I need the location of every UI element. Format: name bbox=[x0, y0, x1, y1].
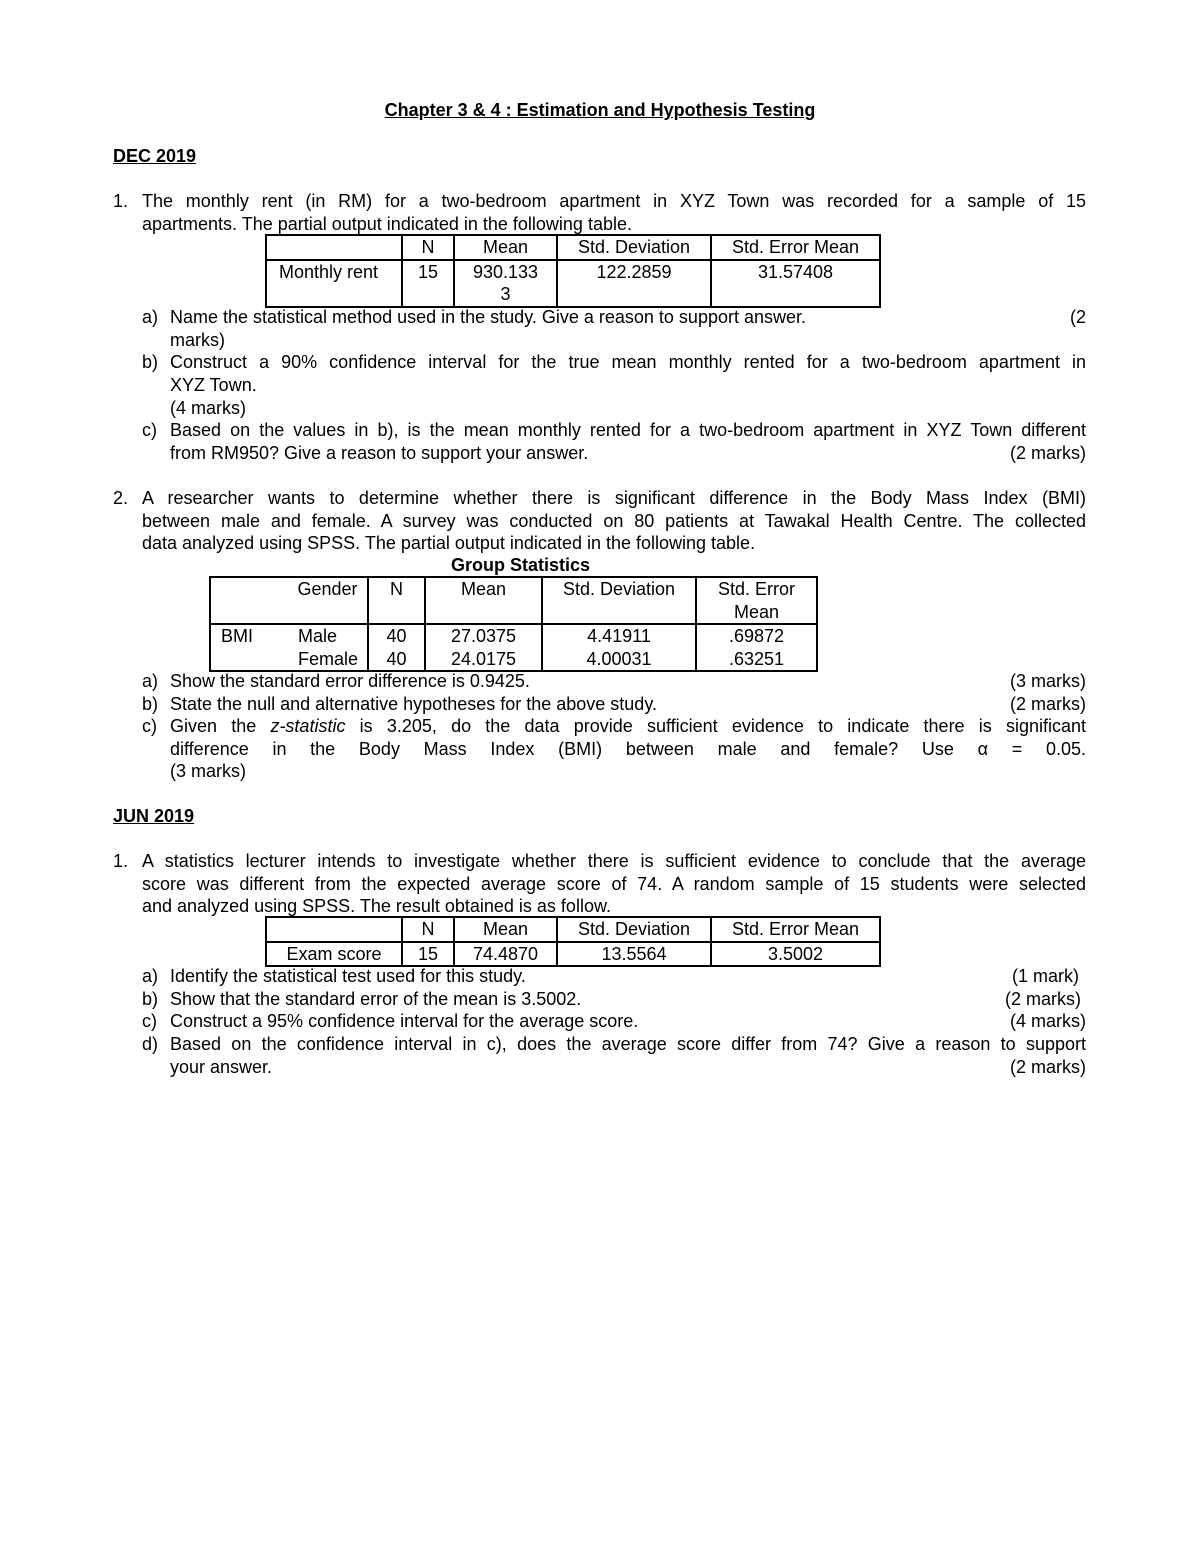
subquestion-text bbox=[170, 715, 1086, 738]
table-cell: 3.5002 bbox=[711, 942, 880, 967]
table-cell: 4.00031 bbox=[542, 648, 696, 672]
marks-label: (4 marks) bbox=[170, 398, 246, 418]
table-header-cell: Std. Deviation bbox=[557, 917, 711, 942]
question-text: and analyzed using SPSS. The result obtained is as follow. bbox=[142, 896, 611, 916]
table-header-row bbox=[266, 235, 880, 260]
subquestion-text: Construct a 95% confidence interval for the average score. bbox=[170, 1011, 639, 1031]
subquestion-text: Name the statistical method used in the study. Give a reason to support answer. bbox=[170, 307, 807, 327]
table-row bbox=[266, 260, 880, 307]
subquestion-text: Identify the statistical test used for this study. bbox=[170, 966, 526, 986]
table-header-cell bbox=[266, 917, 402, 942]
mean-line: 930.133 bbox=[472, 261, 539, 282]
subquestion-letter: a) bbox=[142, 307, 159, 327]
table-cell: 40 bbox=[368, 624, 425, 648]
table-cell: Monthly rent bbox=[266, 260, 402, 307]
table-header-cell bbox=[696, 577, 817, 624]
exam-score-table bbox=[265, 916, 881, 967]
table-cell: 15 bbox=[402, 260, 454, 307]
table-cell: Exam score bbox=[266, 942, 402, 967]
table-header-row bbox=[210, 577, 817, 624]
table-cell: .63251 bbox=[696, 648, 817, 672]
table-header-cell: Mean bbox=[425, 577, 542, 624]
subquestion-letter: c) bbox=[142, 716, 157, 736]
subquestion-letter: b) bbox=[142, 694, 159, 714]
table-cell: 27.0375 bbox=[425, 624, 542, 648]
monthly-rent-table bbox=[265, 234, 881, 308]
table-cell: 31.57408 bbox=[711, 260, 880, 307]
table-header-cell bbox=[266, 235, 402, 260]
subquestion-text: Based on the values in b), is the mean monthly rented for a two-bedroom apartment in XYZ Town different bbox=[170, 420, 1086, 440]
table-cell: 74.4870 bbox=[454, 942, 557, 967]
table-cell bbox=[454, 260, 557, 307]
subquestion-letter: a) bbox=[142, 671, 159, 691]
mean-line: 3 bbox=[500, 284, 511, 305]
section-heading-jun-2019: JUN 2019 bbox=[113, 806, 195, 826]
subquestion-text: Based on the confidence interval in c), does the average score differ from 74? Give a reason to support bbox=[170, 1034, 1086, 1054]
section-heading-dec-2019: DEC 2019 bbox=[113, 146, 197, 166]
subquestion-letter: b) bbox=[142, 352, 159, 372]
table-cell bbox=[210, 648, 288, 672]
marks-label: (1 mark) bbox=[1012, 966, 1079, 986]
document-title: Chapter 3 & 4 : Estimation and Hypothesis Testing bbox=[384, 100, 816, 120]
table-header-cell: N bbox=[368, 577, 425, 624]
table-caption: Group Statistics bbox=[450, 555, 591, 575]
table-cell: Female bbox=[298, 648, 359, 669]
table-header-cell: Std. Error Mean bbox=[711, 235, 880, 260]
table-header-cell bbox=[210, 577, 288, 624]
table-header-cell: Mean bbox=[454, 235, 557, 260]
question-text: A researcher wants to determine whether there is significant difference in the Body Mass Index (BMI) bbox=[142, 488, 1086, 508]
marks-label: (2 marks) bbox=[1010, 694, 1086, 714]
question-number: 2. bbox=[113, 488, 129, 508]
table-cell: 4.41911 bbox=[542, 624, 696, 648]
table-cell: 13.5564 bbox=[557, 942, 711, 967]
subquestion-text: your answer. bbox=[170, 1057, 273, 1077]
question-number: 1. bbox=[113, 851, 129, 871]
question-text: score was different from the expected average score of 74. A random sample of 15 students were selected bbox=[142, 874, 1086, 894]
subquestion-text: difference in the Body Mass Index (BMI) between male and female? Use α = 0.05. bbox=[170, 739, 1086, 759]
subquestion-letter: d) bbox=[142, 1034, 159, 1054]
header-line: Mean bbox=[733, 601, 780, 622]
text-fragment: Given the bbox=[170, 716, 271, 736]
table-cell: 122.2859 bbox=[557, 260, 711, 307]
question-text: data analyzed using SPSS. The partial output indicated in the following table. bbox=[142, 533, 756, 553]
table-row bbox=[210, 624, 817, 648]
table-header-cell: Std. Deviation bbox=[557, 235, 711, 260]
table-cell: 15 bbox=[402, 942, 454, 967]
header-line: Std. Error bbox=[717, 579, 796, 599]
marks-label: (2 bbox=[1069, 307, 1086, 327]
subquestion-text: Show that the standard error of the mean is 3.5002. bbox=[170, 989, 582, 1009]
marks-label: (3 marks) bbox=[1010, 671, 1086, 691]
table-cell: .69872 bbox=[696, 624, 817, 648]
marks-label: (2 marks) bbox=[1010, 443, 1086, 463]
question-text: between male and female. A survey was conducted on 80 patients at Tawakal Health Centre. The collected bbox=[142, 511, 1086, 531]
marks-label: (2 marks) bbox=[1005, 989, 1081, 1009]
question-number: 1. bbox=[113, 191, 129, 211]
group-statistics-table bbox=[209, 576, 818, 672]
subquestion-text: from RM950? Give a reason to support your answer. bbox=[170, 443, 589, 463]
table-header-cell: Std. Deviation bbox=[542, 577, 696, 624]
table-cell: Male bbox=[298, 626, 338, 647]
table-header-row bbox=[266, 917, 880, 942]
text-fragment: is 3.205, do the data provide sufficient evidence to indicate there is significant bbox=[345, 716, 1086, 736]
table-header-cell: N bbox=[402, 917, 454, 942]
subquestion-letter: a) bbox=[142, 966, 159, 986]
table-cell: 24.0175 bbox=[425, 648, 542, 672]
question-text: The monthly rent (in RM) for a two-bedroom apartment in XYZ Town was recorded for a sample of 15 bbox=[142, 191, 1086, 211]
subquestion-letter: c) bbox=[142, 1011, 157, 1031]
subquestion-text: State the null and alternative hypotheses for the above study. bbox=[170, 694, 657, 714]
question-text: A statistics lecturer intends to investigate whether there is sufficient evidence to conclude that the average bbox=[142, 851, 1086, 871]
question-text: apartments. The partial output indicated in the following table. bbox=[142, 214, 632, 234]
marks-label: (4 marks) bbox=[1010, 1011, 1086, 1031]
table-cell: BMI bbox=[221, 626, 254, 647]
table-header-cell: N bbox=[402, 235, 454, 260]
table-header-cell: Mean bbox=[454, 917, 557, 942]
subquestion-letter: b) bbox=[142, 989, 159, 1009]
table-row bbox=[210, 648, 817, 672]
table-row bbox=[266, 942, 880, 967]
subquestion-letter: c) bbox=[142, 420, 157, 440]
z-statistic-term: z-statistic bbox=[270, 716, 346, 736]
marks-label: (3 marks) bbox=[170, 761, 246, 781]
table-cell: 40 bbox=[368, 648, 425, 672]
subquestion-text: Construct a 90% confidence interval for the true mean monthly rented for a two-bedroom apartment in bbox=[170, 352, 1086, 372]
marks-label: marks) bbox=[170, 330, 225, 350]
subquestion-text: Show the standard error difference is 0.9425. bbox=[170, 671, 530, 691]
table-header-cell: Std. Error Mean bbox=[711, 917, 880, 942]
subquestion-text: XYZ Town. bbox=[170, 375, 257, 395]
marks-label: (2 marks) bbox=[1010, 1057, 1086, 1077]
table-header-cell: Gender bbox=[288, 577, 368, 624]
